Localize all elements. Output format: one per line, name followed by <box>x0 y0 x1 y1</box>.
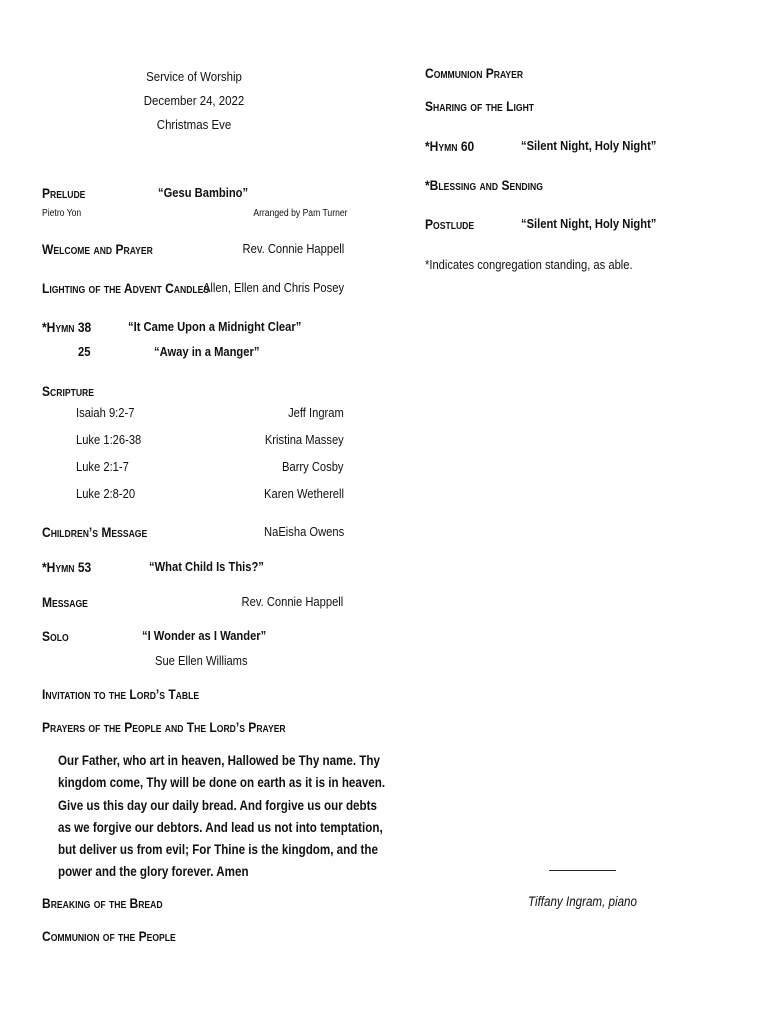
blessing-label: *Blessing and Sending <box>425 177 543 193</box>
lords-prayer-text <box>58 750 386 884</box>
prayer-line: Give us this day our daily bread. And forgive us our debts <box>58 797 377 813</box>
reading-reader: Karen Wetherell <box>264 486 344 501</box>
communion-people-label: Communion of the People <box>42 928 176 944</box>
prayer-line: Our Father, who art in heaven, Hallowed be Thy name. Thy <box>58 753 380 768</box>
message-label: Message <box>42 594 88 610</box>
prelude-label: Prelude <box>42 185 86 201</box>
welcome-label: Welcome and Prayer <box>42 241 153 257</box>
postlude-title: “Silent Night, Holy Night” <box>521 216 657 231</box>
message-person: Rev. Connie Happell <box>241 594 343 609</box>
hymn-25-title: “Away in a Manger” <box>154 344 260 359</box>
prayer-line: as we forgive our debtors. And lead us not into temptation, <box>58 819 383 835</box>
prelude-composer: Pietro Yon <box>42 208 82 219</box>
breaking-bread-label: Breaking of the Bread <box>42 895 163 911</box>
solo-label: Solo <box>42 628 69 644</box>
reading-reader: Kristina Massey <box>265 432 344 447</box>
candles-label: Lighting of the Advent Candles <box>42 280 210 296</box>
hymn-53-label: *Hymn 53 <box>42 559 92 575</box>
service-title: Service of Worship <box>146 69 242 84</box>
divider-line <box>549 870 616 871</box>
childrens-message-label: Children’s Message <box>42 524 148 540</box>
hymn-38-label: *Hymn 38 <box>42 319 92 335</box>
communion-prayer-label: Communion Prayer <box>425 65 524 81</box>
childrens-message-person: NaEisha Owens <box>263 524 344 539</box>
hymn-53-title: “What Child Is This?” <box>149 559 264 574</box>
reading-ref: Luke 2:8-20 <box>76 486 136 501</box>
reading-reader: Barry Cosby <box>282 459 344 474</box>
service-date: December 24, 2022 <box>143 93 245 108</box>
pianist-credit: Tiffany Ingram, piano <box>528 894 637 909</box>
hymn-38-title: “It Came Upon a Midnight Clear” <box>128 319 302 334</box>
prayer-line: power and the glory forever. Amen <box>58 864 249 880</box>
sharing-light-label: Sharing of the Light <box>425 98 535 114</box>
postlude-label: Postlude <box>425 216 475 232</box>
prelude-title: “Gesu Bambino” <box>158 185 249 200</box>
prayer-line: kingdom come, Thy will be done on earth as it is in heaven. <box>58 775 386 791</box>
prayers-label: Prayers of the People and The Lord’s Prayer <box>42 719 286 735</box>
prayer-line: but deliver us from evil; For Thine is the kingdom, and the <box>58 842 378 858</box>
scripture-label: Scripture <box>42 383 94 399</box>
reading-reader: Jeff Ingram <box>288 405 344 420</box>
candles-person: Allen, Ellen and Chris Posey <box>202 280 344 295</box>
hymn-60-title: “Silent Night, Holy Night” <box>521 138 657 153</box>
reading-ref: Luke 2:1-7 <box>76 459 129 474</box>
solo-title: “I Wonder as I Wander” <box>142 628 267 643</box>
hymn-60-label: *Hymn 60 <box>425 138 475 154</box>
reading-ref: Isaiah 9:2-7 <box>76 405 135 420</box>
solo-person: Sue Ellen Williams <box>155 653 248 668</box>
hymn-25-number: 25 <box>78 344 91 359</box>
invitation-label: Invitation to the Lord’s Table <box>42 686 200 702</box>
reading-ref: Luke 1:26-38 <box>76 432 142 447</box>
service-occasion: Christmas Eve <box>156 117 232 132</box>
prelude-arranger: Arranged by Pam Turner <box>252 208 347 219</box>
standing-note: *Indicates congregation standing, as able. <box>425 257 633 272</box>
welcome-person: Rev. Connie Happell <box>242 241 344 256</box>
